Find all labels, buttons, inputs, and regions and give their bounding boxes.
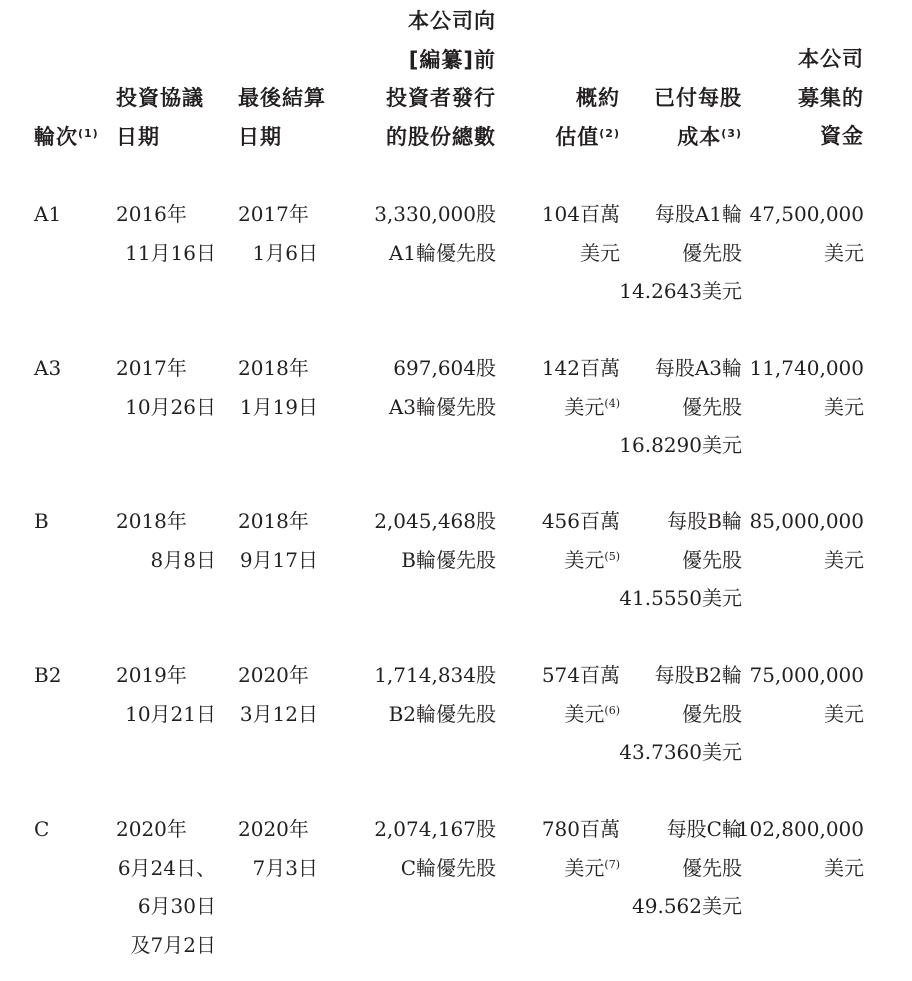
cost-text: 41.5550美元 (619, 586, 742, 610)
valuation-text: 104百萬 (541, 202, 620, 226)
cell-agreement (116, 810, 216, 964)
funds-text: 11,740,000 (749, 356, 864, 380)
agreement-date-line: 11月16日 (125, 240, 216, 265)
funds-line (749, 195, 864, 234)
round-label: B2 (34, 663, 62, 687)
agreement-date-line: 2020年 (116, 817, 187, 841)
cell-shares (374, 656, 496, 733)
cell-funds (749, 349, 864, 426)
shares-line (374, 502, 496, 541)
shares-line (374, 541, 496, 580)
header-agreement-date-line1: 投資協議 (116, 86, 204, 110)
cost-text: 優先股 (682, 701, 742, 726)
funds-text: 美元 (824, 547, 864, 572)
funds-text: 美元 (824, 240, 864, 265)
cell-round (34, 195, 61, 234)
header-settlement-date-line2: 日期 (238, 124, 282, 149)
funds-line (749, 656, 864, 695)
header-settlement-date-line1: 最後結算 (238, 86, 326, 110)
settlement-date-line: 7月3日 (252, 855, 318, 880)
agreement-date-line: 及7月2日 (130, 932, 216, 957)
valuation-line (542, 810, 620, 849)
valuation-text: 780百萬 (541, 817, 620, 841)
shares-text: A3輪優先股 (388, 394, 496, 419)
cell-shares (374, 195, 496, 272)
valuation-line (542, 502, 620, 541)
cell-cost (619, 656, 742, 772)
cost-text: 每股A3輪 (654, 356, 742, 380)
valuation-line (542, 541, 620, 580)
cell-funds (749, 195, 864, 272)
funds-line (749, 541, 864, 580)
agreement-date-line: 2016年 (116, 202, 187, 226)
cost-text: 優先股 (682, 394, 742, 419)
settlement-date-line: 1月19日 (239, 394, 318, 419)
valuation-line (542, 656, 620, 695)
funds-line (749, 349, 864, 388)
funds-text: 美元 (824, 701, 864, 726)
cost-text: 16.8290美元 (619, 433, 742, 457)
valuation-line (542, 349, 620, 388)
shares-text: 697,604股 (393, 356, 496, 380)
cost-text: 每股C輪 (666, 817, 742, 841)
cost-line (619, 541, 742, 580)
settlement-date-line: 2018年 (238, 356, 309, 380)
cell-cost (619, 195, 742, 311)
cell-agreement (116, 502, 216, 579)
agreement-date-line: 8月8日 (150, 547, 216, 572)
header-funds-line2: 募集的 (798, 85, 864, 110)
valuation-note: (7) (604, 857, 620, 871)
cost-line (619, 426, 742, 465)
cost-line (619, 656, 742, 695)
cost-text: 優先股 (682, 547, 742, 572)
cell-valuation (542, 656, 620, 733)
header-shares-line2: [編纂]前 (408, 47, 496, 72)
valuation-note: (5) (604, 549, 620, 563)
agreement-date-line: 6月30日 (137, 894, 216, 918)
cost-line (619, 388, 742, 427)
shares-line (374, 195, 496, 234)
header-round-note: (1) (78, 127, 99, 140)
shares-line (389, 388, 496, 427)
shares-line (374, 234, 496, 273)
cost-text: 每股B輪 (667, 509, 742, 533)
header-cost-line1: 已付每股 (654, 86, 742, 110)
cell-funds (737, 810, 864, 887)
header-agreement-date (116, 79, 204, 156)
header-settlement-date (238, 79, 326, 156)
shares-line (374, 656, 496, 695)
header-cost-line2: 成本 (677, 124, 722, 149)
shares-text: 2,045,468股 (374, 509, 496, 533)
cell-cost (619, 502, 742, 618)
cost-line (619, 502, 742, 541)
header-valuation (555, 79, 620, 156)
header-valuation-line1: 概約 (576, 86, 620, 110)
settlement-date-line: 2020年 (238, 817, 309, 841)
header-valuation-line2: 估值 (555, 124, 600, 149)
funds-line (749, 234, 864, 273)
shares-text: A1輪優先股 (388, 240, 496, 265)
valuation-line (542, 849, 620, 888)
shares-text: 3,330,000股 (374, 202, 496, 226)
agreement-date-line: 2019年 (116, 663, 187, 687)
cell-funds (749, 502, 864, 579)
shares-text: C輪優先股 (400, 855, 496, 880)
cost-text: 優先股 (682, 240, 742, 265)
cost-text: 49.562美元 (632, 894, 742, 918)
cell-round (34, 656, 61, 695)
header-funds-line1: 本公司 (798, 47, 864, 71)
agreement-date-line: 2017年 (116, 356, 187, 380)
header-cost (654, 79, 742, 156)
funds-text: 47,500,000 (749, 202, 864, 226)
round-label: A1 (34, 202, 62, 226)
settlement-date-line: 3月12日 (239, 701, 318, 726)
funds-text: 85,000,000 (749, 509, 864, 533)
funds-text: 美元 (824, 855, 864, 880)
cell-cost (619, 349, 742, 465)
settlement-date-line: 9月17日 (239, 547, 318, 572)
funds-line (749, 388, 864, 427)
shares-line (374, 849, 496, 888)
cost-line (619, 272, 742, 311)
round-label: C (34, 817, 50, 841)
valuation-text: 美元 (564, 701, 605, 726)
header-round-label: 輪次 (34, 125, 78, 149)
header-shares-line1: 本公司向 (408, 9, 496, 33)
funds-line (737, 810, 864, 849)
cell-shares (374, 502, 496, 579)
valuation-text: 美元 (564, 394, 605, 419)
shares-text: B輪優先股 (401, 547, 496, 572)
funds-text: 75,000,000 (749, 663, 864, 687)
cell-shares (389, 349, 496, 426)
valuation-text: 美元 (564, 547, 605, 572)
cost-text: 14.2643美元 (619, 279, 742, 303)
cost-text: 每股B2輪 (654, 663, 742, 687)
valuation-text: 142百萬 (541, 356, 620, 380)
valuation-text: 574百萬 (541, 663, 620, 687)
header-cost-note: (3) (721, 126, 742, 140)
header-agreement-date-line2: 日期 (116, 124, 160, 149)
header-round (34, 118, 99, 157)
cost-line (632, 849, 742, 888)
cell-shares (374, 810, 496, 887)
round-label: B (34, 509, 49, 533)
shares-text: B2輪優先股 (388, 701, 496, 726)
valuation-line (542, 195, 620, 234)
cell-settlement (238, 349, 318, 426)
cell-round (34, 349, 61, 388)
valuation-text: 美元 (580, 240, 620, 265)
valuation-text: 456百萬 (541, 509, 620, 533)
cell-agreement (116, 349, 216, 426)
valuation-note: (4) (604, 396, 620, 410)
header-shares (386, 2, 496, 156)
cost-line (619, 579, 742, 618)
cost-line (619, 349, 742, 388)
agreement-date-line: 6月24日、 (117, 855, 216, 880)
settlement-date-line: 2018年 (238, 509, 309, 533)
valuation-line (542, 388, 620, 427)
valuation-text: 美元 (564, 855, 605, 880)
funds-line (749, 695, 864, 734)
settlement-date-line: 1月6日 (252, 240, 318, 265)
header-funds (798, 40, 864, 156)
settlement-date-line: 2017年 (238, 202, 309, 226)
settlement-date-line: 2020年 (238, 663, 309, 687)
cell-valuation (542, 502, 620, 579)
cost-text: 每股A1輪 (654, 202, 742, 226)
cell-round (34, 502, 49, 541)
valuation-line (542, 234, 620, 273)
cost-line (632, 887, 742, 926)
cost-line (619, 733, 742, 772)
valuation-note: (6) (604, 703, 620, 717)
agreement-date-line: 2018年 (116, 509, 187, 533)
cost-line (619, 234, 742, 273)
funds-text: 102,800,000 (736, 817, 864, 841)
cell-settlement (238, 195, 318, 272)
cell-settlement (238, 810, 318, 887)
cell-agreement (116, 195, 216, 272)
funds-text: 美元 (824, 394, 864, 419)
agreement-date-line: 10月26日 (125, 394, 216, 419)
shares-line (374, 695, 496, 734)
cell-agreement (116, 656, 216, 733)
cost-line (619, 695, 742, 734)
cell-settlement (238, 656, 318, 733)
cell-valuation (542, 195, 620, 272)
round-label: A3 (34, 356, 62, 380)
cost-line (619, 195, 742, 234)
agreement-date-line: 10月21日 (125, 701, 216, 726)
shares-text: 1,714,834股 (374, 663, 496, 687)
valuation-line (542, 695, 620, 734)
cell-valuation (542, 810, 620, 887)
header-valuation-note: (2) (599, 126, 620, 140)
header-funds-line3: 資金 (820, 124, 864, 148)
cost-text: 43.7360美元 (619, 740, 742, 764)
cell-funds (749, 656, 864, 733)
cost-line (632, 810, 742, 849)
cell-cost (632, 810, 742, 926)
cell-round (34, 810, 49, 849)
funds-line (737, 849, 864, 888)
funds-line (749, 502, 864, 541)
shares-line (389, 349, 496, 388)
shares-text: 2,074,167股 (374, 817, 496, 841)
header-shares-line4: 的股份總數 (386, 124, 496, 149)
cost-text: 優先股 (682, 855, 742, 880)
header-shares-line3: 投資者發行 (386, 86, 496, 110)
cell-valuation (542, 349, 620, 426)
shares-line (374, 810, 496, 849)
cell-settlement (238, 502, 318, 579)
